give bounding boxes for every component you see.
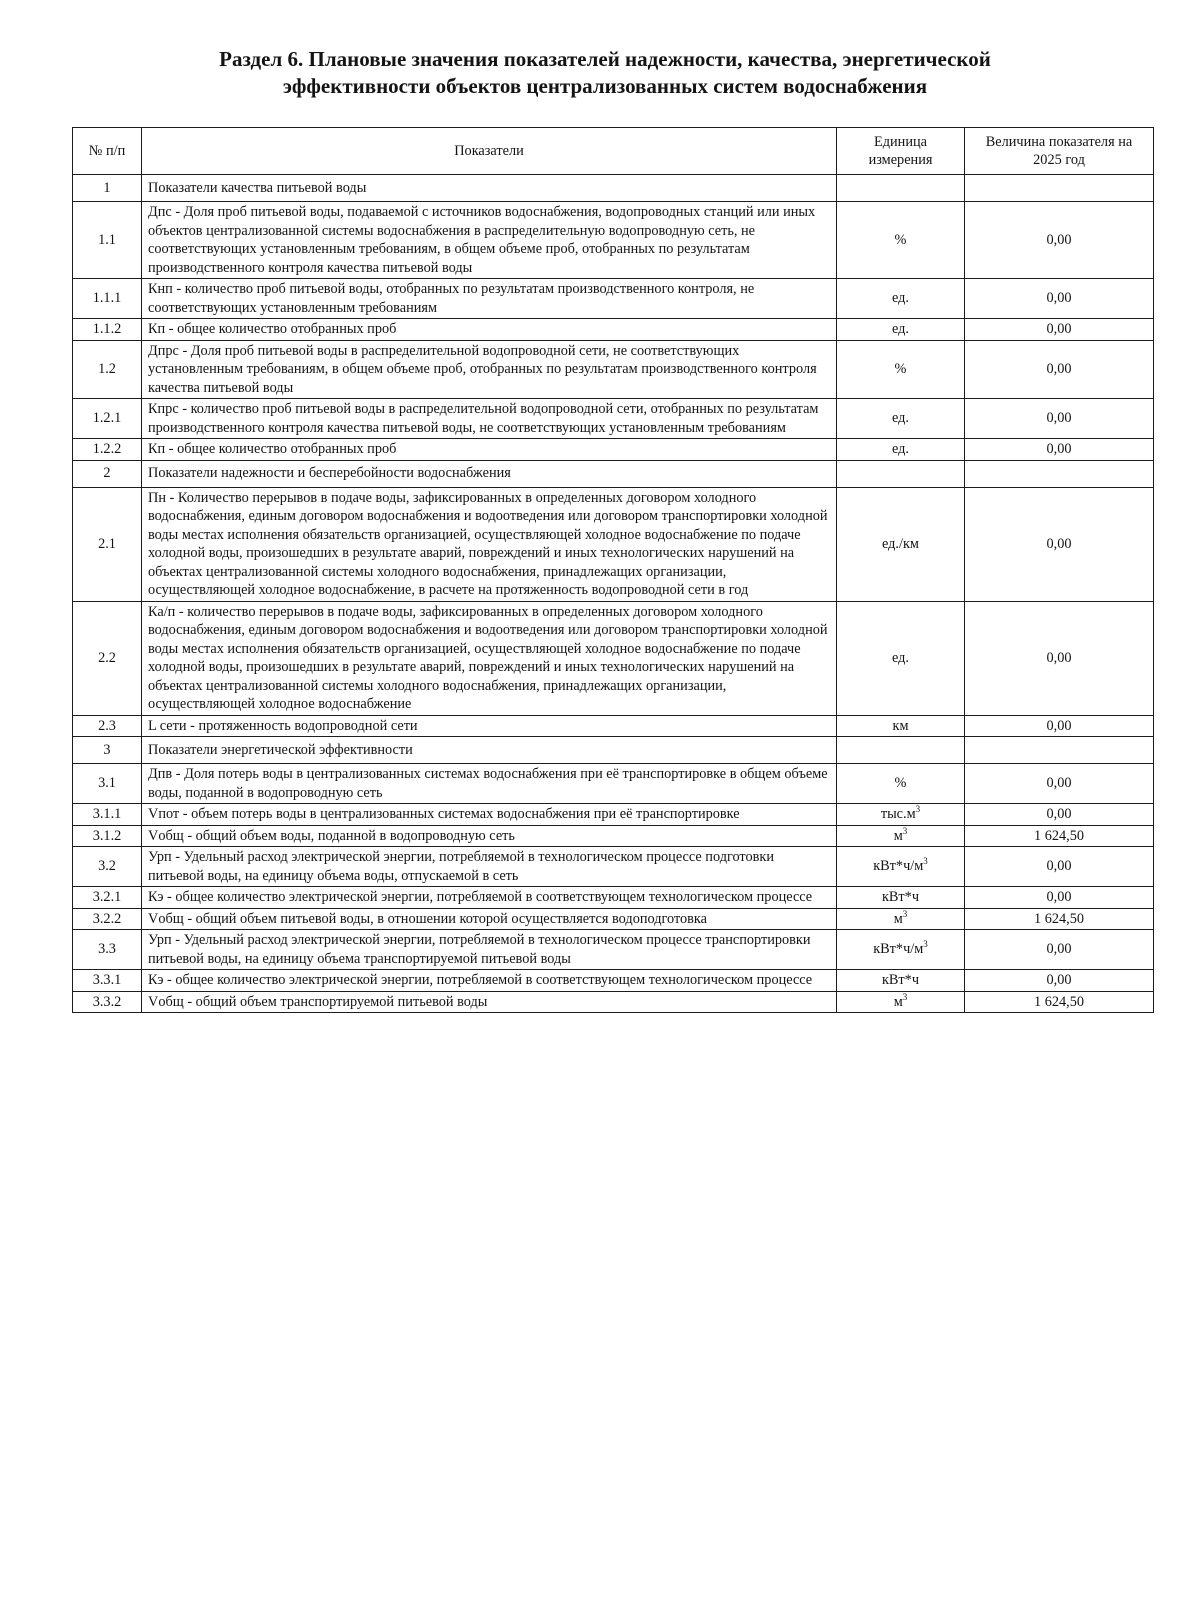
value-cell: 0,00: [965, 804, 1154, 826]
unit-cell: [837, 715, 965, 737]
indicator-description: Дпв - Доля потерь воды в централизованных системах водоснабжения при её транспортировке в общем объеме воды, поданной в водопроводную сеть: [142, 764, 837, 804]
row-number: 2: [73, 460, 142, 487]
unit-exponent: 3: [923, 939, 928, 950]
title-line-2: эффективности объектов централизованных систем водоснабжения: [282, 74, 928, 98]
value-cell: 0,00: [965, 487, 1154, 601]
value-cell: [965, 737, 1154, 764]
unit-cell: [837, 399, 965, 439]
unit-text: ед.: [891, 441, 909, 457]
table-body: [73, 175, 1154, 1013]
unit-text: м: [893, 993, 903, 1010]
unit-cell: [837, 887, 965, 909]
value-cell: 0,00: [965, 715, 1154, 737]
indicator-description: Показатели качества питьевой воды: [142, 175, 837, 202]
unit-cell: [837, 737, 965, 764]
unit-text: кВт*ч/м: [873, 858, 924, 875]
value-cell: 0,00: [965, 887, 1154, 909]
indicator-description: Дпрс - Доля проб питьевой воды в распределительной водопроводной сети, не соответствующих установленным требованиям, в общем объеме проб, отобранных по результатам производственного контроля качества питьевой воды: [142, 340, 837, 399]
unit-text: км: [892, 717, 909, 734]
table-row: [73, 319, 1154, 341]
row-number: 1.1.1: [73, 279, 142, 319]
header-value: Величина показателя на 2025 год: [965, 128, 1154, 175]
unit-text: ед.: [891, 410, 909, 427]
indicator-description: Кп - общее количество отобранных проб: [142, 319, 837, 341]
row-number: 1: [73, 175, 142, 202]
value-cell: 0,00: [965, 202, 1154, 279]
table-row: [73, 601, 1154, 715]
indicator-description: Кп - общее количество отобранных проб: [142, 439, 837, 461]
value-cell: 0,00: [965, 601, 1154, 715]
section-row: [73, 460, 1154, 487]
row-number: 3.1.1: [73, 804, 142, 826]
indicators-table: [72, 127, 1154, 1013]
indicator-description: Показатели надежности и бесперебойности водоснабжения: [142, 460, 837, 487]
unit-cell: [837, 439, 965, 461]
table-row: [73, 930, 1154, 970]
row-number: 3.3.2: [73, 991, 142, 1013]
table-row: [73, 991, 1154, 1013]
row-number: 3.1: [73, 764, 142, 804]
unit-cell: [837, 764, 965, 804]
value-cell: [965, 460, 1154, 487]
value-cell: 0,00: [965, 340, 1154, 399]
unit-cell: [837, 991, 965, 1013]
row-number: 3.1.2: [73, 825, 142, 847]
header-unit: Единица измерения: [837, 128, 965, 175]
indicator-description: Пн - Количество перерывов в подаче воды, зафиксированных в определенных договором холодного водоснабжения, единым договором водоснабжения и водоотведения или договором транспортировки холодной воды местах исполнения обязательств организацией, осуществляющей холодное водоснабжение по подаче холодной воды, произошедших в результате аварий, повреждений и иных технологических нарушений на объектах централизованной системы холодного водоснабжения, принадлежащих организации, осуществляющей холодное водоснабжение, в расчете на протяженность водопроводной сети в год: [142, 487, 837, 601]
table-row: [73, 764, 1154, 804]
indicator-description: L сети - протяженность водопроводной сети: [142, 715, 837, 737]
unit-text: ед.: [891, 321, 909, 337]
table-header-row: [73, 128, 1154, 175]
indicator-description: Vобщ - общий объем воды, поданной в водопроводную сеть: [142, 825, 837, 847]
table-row: [73, 202, 1154, 279]
unit-cell: [837, 340, 965, 399]
unit-cell: [837, 279, 965, 319]
row-number: 2.2: [73, 601, 142, 715]
unit-text: кВт*ч: [881, 972, 920, 988]
unit-cell: [837, 319, 965, 341]
unit-text: кВт*ч/м: [873, 941, 924, 958]
value-cell: 0,00: [965, 319, 1154, 341]
value-cell: 0,00: [965, 279, 1154, 319]
indicator-description: Кэ - общее количество электрической энергии, потребляемой в соответствующем технологическом процессе: [142, 970, 837, 992]
unit-text: кВт*ч: [881, 889, 920, 905]
indicator-description: Показатели энергетической эффективности: [142, 737, 837, 764]
unit-text: ед./км: [882, 535, 919, 552]
unit-cell: [837, 970, 965, 992]
row-number: 3.3.1: [73, 970, 142, 992]
unit-text: %: [894, 775, 907, 792]
table-row: [73, 887, 1154, 909]
value-cell: 0,00: [965, 399, 1154, 439]
section-row: [73, 737, 1154, 764]
table-row: [73, 970, 1154, 992]
row-number: 2.3: [73, 715, 142, 737]
indicator-description: Кнп - количество проб питьевой воды, отобранных по результатам производственного контроля, не соответствующих установленным требованиям: [142, 279, 837, 319]
unit-exponent: 3: [915, 804, 921, 814]
unit-cell: [837, 804, 965, 826]
unit-cell: [837, 487, 965, 601]
row-number: 1.2.1: [73, 399, 142, 439]
unit-exponent: 3: [902, 991, 908, 1002]
table-row: [73, 279, 1154, 319]
table-row: [73, 908, 1154, 930]
table-row: [73, 715, 1154, 737]
row-number: 3.2.2: [73, 908, 142, 930]
unit-cell: [837, 202, 965, 279]
header-indicator: Показатели: [142, 128, 837, 175]
value-cell: 0,00: [965, 930, 1154, 970]
unit-exponent: 3: [902, 908, 908, 919]
value-cell: [965, 175, 1154, 202]
unit-text: м: [893, 910, 903, 927]
title-line-1: Раздел 6. Плановые значения показателей надежности, качества, энергетической: [219, 47, 991, 71]
row-number: 3: [73, 737, 142, 764]
unit-cell: [837, 175, 965, 202]
unit-text: %: [894, 361, 907, 377]
unit-text: ед.: [891, 290, 909, 307]
unit-exponent: 3: [902, 825, 908, 836]
unit-text: м: [893, 827, 903, 844]
indicator-description: Ка/п - количество перерывов в подаче воды, зафиксированных в определенных договором холодного водоснабжения, единым договором водоснабжения и водоотведения или договором транспортировки холодной воды местах исполнения обязательств организацией, осуществляющей холодное водоснабжение по подаче холодной воды, произошедших в результате аварий, повреждений и иных технологических нарушений на объектах централизованной системы холодного водоснабжения, принадлежащих организации, осуществляющей холодное водоснабжение: [142, 601, 837, 715]
unit-cell: [837, 847, 965, 887]
indicator-description: Дпс - Доля проб питьевой воды, подаваемой с источников водоснабжения, водопроводных станций или иных объектов централизованной системы водоснабжения в распределительную водопроводную сеть, не соответствующих установленным требованиям, в общем объеме проб, отобранных по результатам производственного контроля качества питьевой воды: [142, 202, 837, 279]
row-number: 1.1: [73, 202, 142, 279]
table-row: [73, 399, 1154, 439]
indicator-description: Урп - Удельный расход электрической энергии, потребляемой в технологическом процессе транспортировки питьевой воды, на единицу объема транспортируемой питьевой воды: [142, 930, 837, 970]
unit-cell: [837, 908, 965, 930]
value-cell: 1 624,50: [965, 991, 1154, 1013]
row-number: 1.2: [73, 340, 142, 399]
indicator-description: Vпот - объем потерь воды в централизованных системах водоснабжения при её транспортировке: [142, 804, 837, 826]
row-number: 1.2.2: [73, 439, 142, 461]
row-number: 3.2: [73, 847, 142, 887]
table-row: [73, 340, 1154, 399]
unit-text: тыс.м: [880, 806, 916, 822]
value-cell: 1 624,50: [965, 908, 1154, 930]
row-number: 1.1.2: [73, 319, 142, 341]
table-row: [73, 487, 1154, 601]
value-cell: 0,00: [965, 847, 1154, 887]
indicator-description: Vобщ - общий объем питьевой воды, в отношении которой осуществляется водоподготовка: [142, 908, 837, 930]
value-cell: 1 624,50: [965, 825, 1154, 847]
unit-cell: [837, 825, 965, 847]
unit-cell: [837, 930, 965, 970]
unit-cell: [837, 460, 965, 487]
indicator-description: Кпрс - количество проб питьевой воды в распределительной водопроводной сети, отобранных по результатам производственного контроля качества питьевой воды, не соответствующих установленным требованиям: [142, 399, 837, 439]
unit-text: %: [894, 231, 907, 248]
indicator-description: Урп - Удельный расход электрической энергии, потребляемой в технологическом процессе подготовки питьевой воды, на единицу объема воды, отпускаемой в сеть: [142, 847, 837, 887]
unit-text: ед.: [891, 649, 909, 666]
document-title: [80, 46, 1130, 100]
value-cell: 0,00: [965, 439, 1154, 461]
value-cell: 0,00: [965, 764, 1154, 804]
header-number: № п/п: [73, 128, 142, 175]
indicator-description: Кэ - общее количество электрической энергии, потребляемой в соответствующем технологическом процессе: [142, 887, 837, 909]
row-number: 2.1: [73, 487, 142, 601]
row-number: 3.3: [73, 930, 142, 970]
value-cell: 0,00: [965, 970, 1154, 992]
section-row: [73, 175, 1154, 202]
unit-cell: [837, 601, 965, 715]
row-number: 3.2.1: [73, 887, 142, 909]
indicator-description: Vобщ - общий объем транспортируемой питьевой воды: [142, 991, 837, 1013]
table-row: [73, 847, 1154, 887]
table-row: [73, 439, 1154, 461]
table-row: [73, 825, 1154, 847]
table-row: [73, 804, 1154, 826]
unit-exponent: 3: [923, 856, 928, 867]
